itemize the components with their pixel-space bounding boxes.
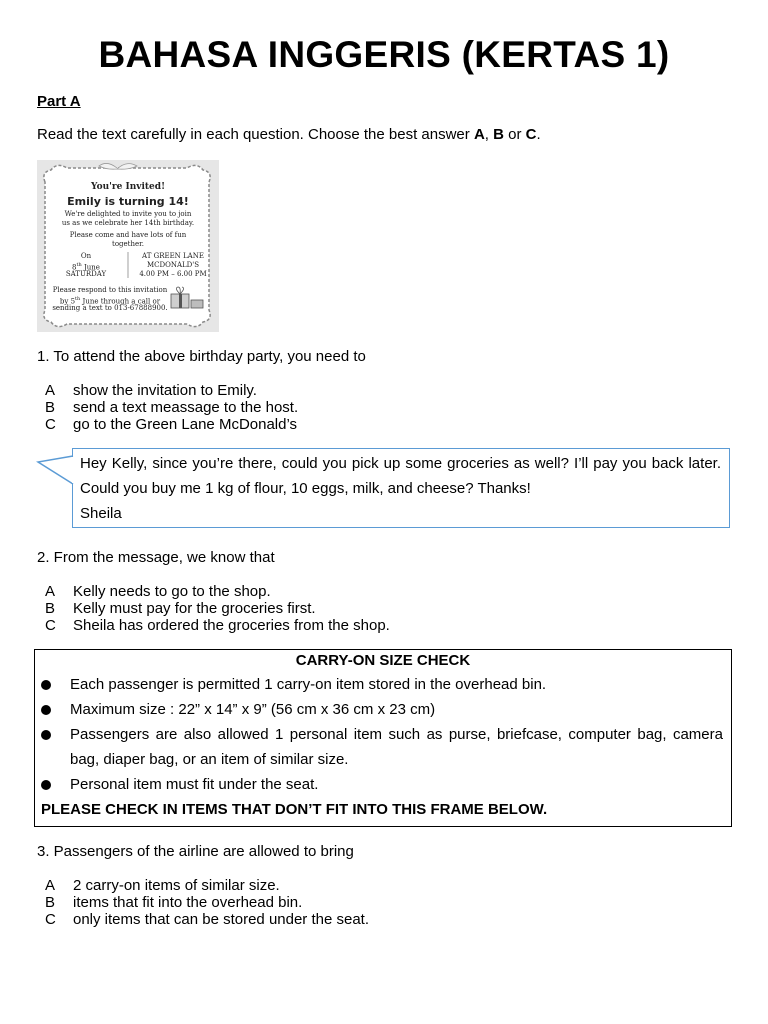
- q3-option-b: B items that fit into the overhead bin.: [45, 894, 303, 911]
- invitation-rsvp2: by 5th June through a call or: [59, 296, 161, 306]
- message-bubble: [72, 448, 730, 528]
- instructions: Read the text carefully in each question. Choose the best answer A, B or C.: [37, 126, 541, 143]
- invitation-line3: Please come and have lots of fun: [69, 231, 187, 239]
- instruction-text: Read the text carefully in each question. Choose the best answer: [37, 126, 474, 143]
- invitation-line2: us as we celebrate her 14th birthday.: [61, 219, 195, 227]
- message-signature: Sheila: [80, 505, 122, 522]
- page-title: BAHASA INGGERIS (KERTAS 1): [98, 34, 670, 75]
- q1-option-b: B send a text meassage to the host.: [45, 399, 299, 416]
- part-heading: Part A: [37, 93, 81, 110]
- invitation-name: Emily is turning 14!: [67, 195, 189, 208]
- invitation-day: SATURDAY: [65, 270, 107, 278]
- carry-on-bullet-1: Each passenger is permitted 1 carry-on item stored in the overhead bin.: [41, 672, 723, 697]
- bullet-dot-icon: [41, 705, 51, 715]
- invitation-line1: We're delighted to invite you to join: [64, 210, 192, 218]
- carry-on-bullet-2: Maximum size : 22” x 14” x 9” (56 cm x 36 cm x 23 cm): [41, 697, 723, 722]
- q2-option-b: B Kelly must pay for the groceries first.: [45, 600, 316, 617]
- carry-on-footer: PLEASE CHECK IN ITEMS THAT DON’T FIT INTO THIS FRAME BELOW.: [41, 801, 548, 818]
- q2-option-a: A Kelly needs to go to the shop.: [45, 583, 271, 600]
- invitation-rsvp1: Please respond to this invitation: [52, 286, 168, 294]
- tail-joint: [72, 457, 75, 483]
- invitation-line4: together.: [112, 240, 144, 248]
- invitation-heading: You're Invited!: [90, 182, 166, 192]
- message-body: Hey Kelly, since you’re there, could you pick up some groceries as well? I’ll pay you back later. Could you buy me 1 kg of flour, 10 eggs, milk, and cheese? Thanks!: [80, 455, 721, 497]
- carry-on-bullet-4: Personal item must fit under the seat.: [41, 772, 723, 797]
- bullet-dot-icon: [41, 780, 51, 790]
- invitation-rsvp3: sending a text to 013-67888900.: [52, 304, 168, 312]
- q2-option-c: C Sheila has ordered the groceries from the shop.: [45, 617, 390, 634]
- invitation-venue-line2: MCDONALD'S: [146, 261, 200, 269]
- q3-option-a: A 2 carry-on items of similar size.: [45, 877, 280, 894]
- bullet-dot-icon: [41, 680, 51, 690]
- invitation-date: 8th June: [72, 262, 100, 272]
- invitation-venue-line1: AT GREEN LANE: [142, 252, 204, 260]
- question-3: 3. Passengers of the airline are allowed to bring: [37, 843, 354, 860]
- bullet-dot-icon: [41, 730, 51, 740]
- q3-option-c: C only items that can be stored under the seat.: [45, 911, 370, 928]
- instruction-letter-a: A: [473, 126, 485, 143]
- invitation-card: [37, 160, 219, 332]
- carry-on-title: CARRY-ON SIZE CHECK: [295, 652, 471, 669]
- speech-bubble-tail: [36, 450, 76, 490]
- question-1: 1. To attend the above birthday party, you need to: [37, 348, 366, 365]
- instruction-letter-b: B: [493, 126, 504, 143]
- instruction-letter-c: C: [525, 126, 537, 143]
- carry-on-notice: [34, 649, 732, 827]
- message-text: [80, 451, 721, 526]
- ribbon-bow: [99, 163, 137, 169]
- question-2: 2. From the message, we know that: [37, 549, 275, 566]
- carry-on-bullet-3: Passengers are also allowed 1 personal item such as purse, briefcase, computer bag, camera bag, diaper bag, or an item of similar size.: [41, 722, 723, 772]
- q1-option-c: C go to the Green Lane McDonald’s: [45, 416, 298, 433]
- q1-option-a: A show the invitation to Emily.: [45, 382, 257, 399]
- invitation-time: 4.00 PM – 6.00 PM: [139, 270, 207, 278]
- invitation-on: On: [80, 252, 92, 260]
